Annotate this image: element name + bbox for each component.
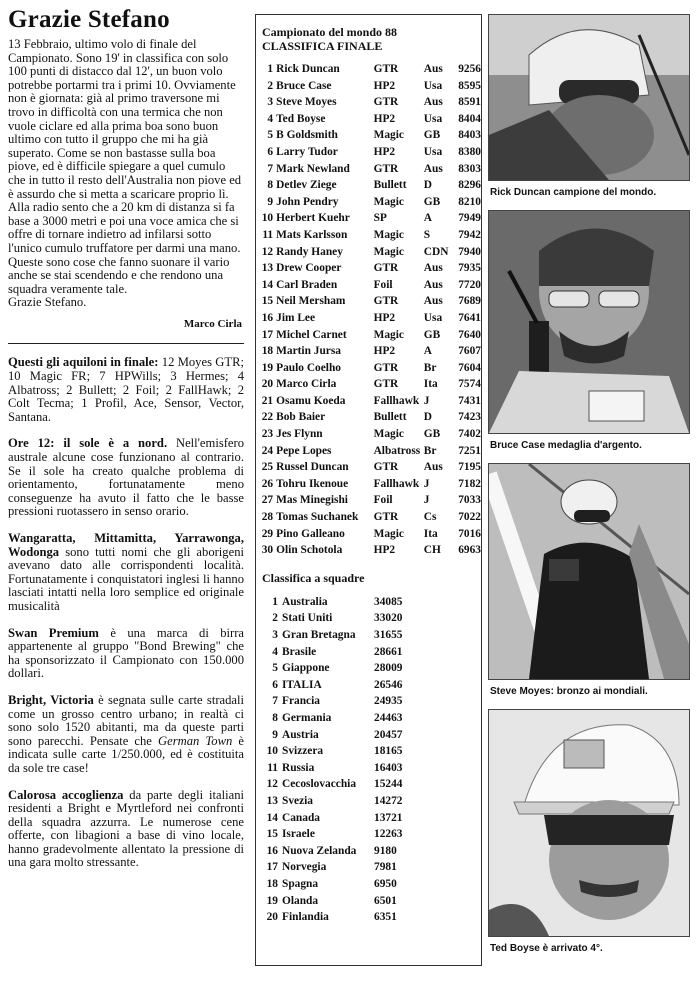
nation-code: J [423, 477, 430, 490]
table-row [260, 644, 424, 661]
glider-model: GTR [373, 262, 399, 275]
points: 8210 [458, 195, 481, 208]
pilot-name: Ted Boyse [276, 112, 326, 125]
rank-position: 8 [267, 179, 274, 192]
points: 8595 [458, 79, 481, 92]
team-name: Francia [282, 695, 320, 708]
glider-model: GTR [373, 361, 399, 374]
note-gliders: Questi gli aquiloni in finale: 12 Moyes GTR; 10 Magic FR; 7 HPWills; 3 Hermes; 4 Albatross; 2 Bullett; 2 Foil; 2 FallHawk; 2 Colt Tecma; 1 Profil, Ace, Sensor, Vector, Santana. [8, 355, 244, 424]
team-position: 8 [272, 711, 278, 724]
team-position: 20 [266, 911, 278, 924]
rank-position: 25 [261, 461, 274, 474]
team-points: 31655 [374, 629, 403, 641]
team-points: 33020 [374, 612, 403, 625]
pilot-name: Mats Karlsson [276, 228, 348, 241]
glider-model: Magic [373, 328, 404, 341]
rank-position: 19 [261, 361, 274, 374]
table-row [260, 409, 481, 426]
team-name: Austria [282, 728, 319, 741]
points: 8403 [458, 129, 481, 142]
team-position: 13 [266, 794, 278, 807]
table-row [260, 526, 481, 543]
rank-position: 1 [267, 63, 274, 75]
note-sponsor: Swan Premium è una marca di birra appartenente al gruppo "Bond Brewing" che ha sponsorizzato il Campionato con 150.000 dollari. [8, 625, 245, 681]
rank-position: 6 [267, 145, 274, 158]
rank-position: 20 [261, 378, 274, 391]
table-row [260, 210, 481, 227]
points: 7640 [458, 328, 481, 341]
pilot-name: Mark Newland [276, 162, 350, 175]
rank-position: 15 [261, 295, 274, 308]
points: 7022 [458, 511, 481, 524]
team-position: 2 [272, 612, 278, 625]
nation-code: Usa [423, 311, 443, 324]
table-row [260, 660, 424, 677]
pilot-name: Larry Tudor [276, 145, 338, 158]
glider-model: Magic [373, 527, 404, 540]
table-row [260, 310, 481, 327]
team-points: 34085 [374, 595, 403, 608]
nation-code: Br [423, 361, 437, 374]
photo-caption: Bruce Case medaglia d'argento. [490, 440, 642, 451]
photo-column [488, 14, 693, 966]
points: 7720 [458, 278, 481, 291]
pilot-name: Russel Duncan [276, 461, 349, 474]
team-points: 6351 [374, 911, 397, 924]
table-row [260, 78, 481, 95]
nation-code: Aus [423, 461, 443, 474]
rank-position: 30 [261, 544, 274, 557]
table-row [260, 227, 481, 244]
table-row [260, 677, 424, 694]
pilot-name: Jes Flynn [276, 428, 323, 441]
points: 7033 [458, 494, 481, 507]
table-row [260, 876, 424, 893]
team-name: Svizzera [282, 745, 324, 758]
team-name: Norvegia [282, 861, 327, 874]
points: 7195 [458, 461, 481, 474]
glider-model: GTR [373, 378, 399, 391]
glider-model: GTR [373, 162, 399, 175]
points: 8380 [458, 145, 481, 158]
rank-position: 4 [267, 112, 274, 125]
table-row [260, 492, 481, 509]
team-name: Olanda [282, 894, 319, 907]
team-name: Nuova Zelanda [282, 844, 357, 857]
team-position: 15 [266, 828, 278, 841]
table-row [260, 127, 481, 144]
nation-code: GB [423, 328, 441, 341]
glider-model: Magic [373, 245, 404, 258]
team-name: ITALIA [282, 678, 322, 691]
note-bright: Bright, Victoria è segnata sulle carte stradali come un grosso centro urbano; in realtà ci sono solo 1520 abitanti, ma da queste parti sono parecchi. Pensate che German Town è indicata sulle carte 1/250.000, ed è costituita da sole tre case! [8, 692, 244, 775]
team-points: 24463 [374, 711, 403, 724]
table-row [260, 793, 424, 810]
table-row [260, 743, 424, 760]
glider-model: Foil [373, 494, 393, 507]
nation-code: Aus [423, 262, 443, 275]
rank-position: 21 [261, 394, 274, 407]
team-points: 26546 [374, 678, 403, 691]
photo-bruce-case [488, 210, 690, 434]
nation-code: Aus [423, 278, 443, 291]
table-row [260, 610, 424, 627]
nation-code: A [423, 212, 433, 225]
table-row [260, 393, 481, 410]
glider-model: HP2 [373, 544, 396, 557]
glider-model: Magic [373, 195, 404, 208]
nation-code: GB [423, 195, 441, 208]
team-position: 4 [272, 645, 278, 658]
team-points: 6501 [374, 894, 397, 907]
pilot-name: Carl Braden [276, 278, 338, 291]
points: 7942 [458, 228, 481, 241]
rank-position: 22 [261, 411, 274, 424]
glider-model: Albatross [373, 444, 421, 457]
pilot-name: Pino Galleano [276, 527, 345, 540]
standings-table [260, 61, 481, 559]
points: 8296 [458, 179, 481, 192]
rank-position: 3 [267, 96, 274, 109]
points: 7935 [458, 262, 481, 275]
nation-code: A [423, 345, 433, 358]
team-points: 18165 [374, 745, 403, 758]
pilot-name: Tohru Ikenoue [276, 477, 349, 490]
table-row [260, 327, 481, 344]
points: 7182 [458, 477, 481, 490]
pilot-name: Steve Moyes [276, 96, 337, 109]
points: 7604 [458, 361, 481, 374]
team-position: 6 [272, 678, 278, 691]
table-row [260, 843, 424, 860]
points: 7641 [458, 311, 481, 324]
photo-caption: Rick Duncan campione del mondo. [490, 187, 657, 198]
glider-model: Fallhawk [373, 477, 420, 490]
team-points: 9180 [374, 844, 397, 857]
pilot-name: Bruce Case [276, 79, 332, 92]
points: 7689 [458, 295, 481, 308]
team-position: 18 [266, 877, 278, 890]
table-row [260, 760, 424, 777]
nation-code: GB [423, 129, 441, 142]
nation-code: Aus [423, 162, 443, 175]
article-title: Grazie Stefano [8, 6, 170, 33]
pilot-name: Paulo Coelho [276, 361, 341, 374]
team-name: Russia [282, 761, 315, 774]
table-row [260, 144, 481, 161]
table-row [260, 360, 481, 377]
article-column [8, 6, 244, 883]
pilot-name: Drew Cooper [276, 262, 342, 275]
table-row [260, 776, 424, 793]
glider-model: HP2 [373, 112, 396, 125]
points: 7402 [458, 428, 481, 441]
team-name: Spagna [282, 877, 319, 890]
table-row [260, 594, 424, 611]
intro-paragraph: 13 Febbraio, ultimo volo di finale del Campionato. Sono 19' in classifica con solo 100 punti di distacco dal 12', un buon volo potrebbe portarmi tra i primi 10. Ovviamente non è giornata: già al primo traversone mi trovo in difficoltà con una termica che non vuole ciclare ed alla prima boa sono buon ultimo con tutto il gruppo che mi ha già superato. Come se non bastasse sulla boa piove, ed è difficile spiegare a quel cumulo che in tutto il resto dell'Australia non piove ed è assurdo che si metta a scaricare proprio lì. Alla radio sento che a 20 km di distanza si fa base a 3000 metri e poi una voce amica che si offre di tornare indietro ad infilarsi sotto l'unico cumulo truffatore per darmi una mano. Queste sono cose che fanno suonare il vario anche se stai scendendo e che rendono una squadra veramente tale. [8, 37, 242, 296]
rank-position: 9 [267, 195, 274, 208]
nation-code: J [423, 494, 430, 507]
table-row [260, 443, 481, 460]
pilot-name: Osamu Koeda [276, 394, 346, 407]
glider-model: Fallhawk [373, 394, 420, 407]
rank-position: 12 [261, 245, 274, 258]
team-position: 14 [266, 811, 278, 824]
rank-position: 23 [261, 428, 274, 441]
points: 7574 [458, 378, 481, 391]
team-points: 12263 [374, 828, 403, 841]
team-name: Gran Bretagna [282, 629, 356, 641]
table-row [260, 194, 481, 211]
team-position: 1 [272, 595, 278, 608]
nation-code: GB [423, 428, 441, 441]
glider-model: HP2 [373, 345, 396, 358]
pilot-name: Randy Haney [276, 245, 343, 258]
team-points: 28661 [374, 645, 403, 658]
team-points: 24935 [374, 695, 403, 708]
pilot-name: John Pendry [276, 195, 339, 208]
nation-code: Cs [423, 511, 437, 524]
glider-model: GTR [373, 96, 399, 109]
glider-model: HP2 [373, 311, 396, 324]
nation-code: Usa [423, 112, 443, 125]
points: 8303 [458, 162, 481, 175]
pilot-name: Jim Lee [276, 311, 316, 324]
photo-caption: Ted Boyse è arrivato 4°. [490, 943, 603, 954]
team-position: 11 [267, 761, 278, 774]
rank-position: 2 [267, 79, 274, 92]
glider-model: Bullett [373, 179, 407, 192]
team-position: 19 [266, 894, 278, 907]
glider-model: SP [373, 212, 387, 225]
table-row [260, 693, 424, 710]
rank-position: 11 [262, 228, 274, 241]
note-place-names: Wangaratta, Mittamitta, Yarrawonga, Wodonga sono tutti nomi che gli aborigeni avevano dato alle corrispondenti località. Fortunatamente i conquistatori inglesi li hanno lasciati intatti nella loro semplice ed originale musicalità [8, 531, 244, 613]
team-position: 10 [266, 745, 278, 758]
table-row [260, 859, 424, 876]
points: 7431 [458, 394, 481, 407]
standings-heading: Campionato del mondo 88 CLASSIFICA FINALE [262, 25, 398, 53]
glider-model: Foil [373, 278, 393, 291]
table-row [260, 244, 481, 261]
nation-code: Aus [423, 63, 443, 75]
divider [8, 343, 244, 344]
rank-position: 27 [261, 494, 274, 507]
note-sun: Ore 12: il sole è a nord. Nell'emisfero australe alcune cose funzionano al contrario. Se il sole ha creato qualche problema di orientamento, fortunatamente meno conseguenze ha avuto il fatto che le basse pressioni ruotassero in senso orario. [8, 436, 244, 519]
nation-code: Ita [423, 378, 438, 391]
glider-model: Magic [373, 129, 404, 142]
rank-position: 29 [261, 527, 274, 540]
pilot-name: Bob Baier [276, 411, 326, 424]
rank-position: 17 [261, 328, 274, 341]
pilot-helmet-photo [489, 15, 689, 180]
glider-model: GTR [373, 461, 399, 474]
glider-model: HP2 [373, 145, 396, 158]
team-name: Canada [282, 811, 320, 824]
pilot-glider-photo [489, 464, 689, 679]
intro-closing: Grazie Stefano. [8, 295, 87, 310]
rank-position: 16 [261, 311, 274, 324]
team-position: 12 [266, 778, 278, 791]
table-row [260, 710, 424, 727]
glider-model: GTR [373, 511, 399, 524]
results-box [255, 14, 482, 966]
team-position: 3 [272, 629, 278, 641]
table-row [260, 177, 481, 194]
pilot-name: Mas Minegishi [276, 494, 348, 507]
points: 7251 [458, 444, 481, 457]
points: 9256 [458, 63, 481, 75]
points: 7607 [458, 345, 481, 358]
photo-rick-duncan [488, 14, 690, 181]
pilot-name: Detlev Ziege [276, 179, 337, 192]
rank-position: 5 [267, 129, 274, 142]
pilot-name: Tomas Suchanek [276, 511, 359, 524]
nation-code: Usa [423, 145, 443, 158]
table-row [260, 94, 481, 111]
team-points: 6950 [374, 877, 397, 890]
rank-position: 28 [261, 511, 274, 524]
team-position: 7 [272, 695, 278, 708]
table-row [260, 343, 481, 360]
team-points: 13721 [374, 811, 403, 824]
table-row [260, 277, 481, 294]
pilot-name: Neil Mersham [276, 295, 346, 308]
table-row [260, 627, 424, 644]
nation-code: Ita [423, 527, 438, 540]
glider-model: HP2 [373, 79, 396, 92]
glider-model: Magic [373, 228, 404, 241]
rank-position: 13 [261, 262, 274, 275]
teams-table [260, 594, 424, 926]
team-name: Finlandia [282, 911, 329, 924]
team-name: Giappone [282, 662, 330, 675]
team-points: 14272 [374, 794, 403, 807]
pilot-radio-photo [489, 211, 689, 433]
rank-position: 24 [261, 444, 274, 457]
points: 7940 [458, 245, 481, 258]
nation-code: D [423, 411, 433, 424]
nation-code: Usa [423, 79, 443, 92]
photo-caption: Steve Moyes: bronzo ai mondiali. [490, 686, 648, 697]
nation-code: Br [423, 444, 437, 457]
team-points: 16403 [374, 761, 403, 774]
table-row [260, 810, 424, 827]
glider-model: GTR [373, 63, 399, 75]
points: 8404 [458, 112, 481, 125]
table-row [260, 476, 481, 493]
table-row [260, 260, 481, 277]
team-points: 20457 [374, 728, 403, 741]
nation-code: CDN [423, 245, 449, 258]
team-name: Cecoslovacchia [282, 778, 357, 791]
nation-code: Aus [423, 295, 443, 308]
teams-heading: Classifica a squadre [262, 570, 365, 585]
table-row [260, 909, 424, 926]
table-row [260, 111, 481, 128]
pilot-name: Marco Cirla [276, 378, 337, 391]
nation-code: D [423, 179, 433, 192]
team-position: 9 [272, 728, 278, 741]
table-row [260, 426, 481, 443]
nation-code: S [423, 228, 431, 241]
table-row [260, 376, 481, 393]
table-row [260, 542, 481, 559]
pilot-cap-photo [489, 710, 689, 936]
photo-steve-moyes [488, 463, 690, 680]
team-points: 7981 [374, 861, 397, 874]
pilot-name: Pepe Lopes [276, 444, 332, 457]
team-position: 16 [266, 844, 278, 857]
article-intro [8, 38, 244, 310]
rank-position: 14 [261, 278, 274, 291]
nation-code: CH [423, 544, 441, 557]
table-row [260, 293, 481, 310]
team-name: Brasile [282, 645, 317, 658]
glider-model: GTR [373, 295, 399, 308]
team-position: 17 [266, 861, 278, 874]
team-name: Germania [282, 711, 332, 724]
glider-model: Bullett [373, 411, 407, 424]
points: 7423 [458, 411, 481, 424]
rank-position: 10 [261, 212, 274, 225]
points: 6963 [458, 544, 481, 557]
table-row [260, 826, 424, 843]
table-row [260, 161, 481, 178]
table-row [260, 509, 481, 526]
points: 7949 [458, 212, 481, 225]
author-signature: Marco Cirla [183, 317, 242, 330]
team-points: 15244 [374, 778, 403, 791]
pilot-name: Martin Jursa [276, 345, 341, 358]
team-points: 28009 [374, 662, 403, 675]
pilot-name: Michel Carnet [276, 328, 347, 341]
nation-code: Aus [423, 96, 443, 109]
table-row [260, 893, 424, 910]
table-row [260, 727, 424, 744]
pilot-name: Olin Schotola [276, 544, 343, 557]
table-row [260, 459, 481, 476]
team-position: 5 [272, 662, 278, 675]
team-name: Svezia [282, 794, 314, 807]
team-name: Australia [282, 595, 328, 608]
points: 8591 [458, 96, 481, 109]
rank-position: 7 [267, 162, 274, 175]
nation-code: J [423, 394, 430, 407]
team-name: Stati Uniti [282, 612, 333, 625]
points: 7016 [458, 527, 481, 540]
pilot-name: Rick Duncan [276, 63, 340, 75]
pilot-name: B Goldsmith [276, 129, 338, 142]
rank-position: 18 [261, 345, 274, 358]
note-welcome: Calorosa accoglienza da parte degli italiani residenti a Bright e Myrtleford nei confronti della squadra azzurra. Le numerose cene offerte, con libagioni a base di vino locale, hanno gradevolmente allentato la pressione di una gara molto stressante. [8, 787, 244, 870]
table-row [260, 61, 481, 78]
pilot-name: Herbert Kuehr [276, 212, 350, 225]
team-name: Israele [282, 828, 315, 841]
glider-model: Magic [373, 428, 404, 441]
rank-position: 26 [261, 477, 274, 490]
photo-ted-boyse [488, 709, 690, 937]
